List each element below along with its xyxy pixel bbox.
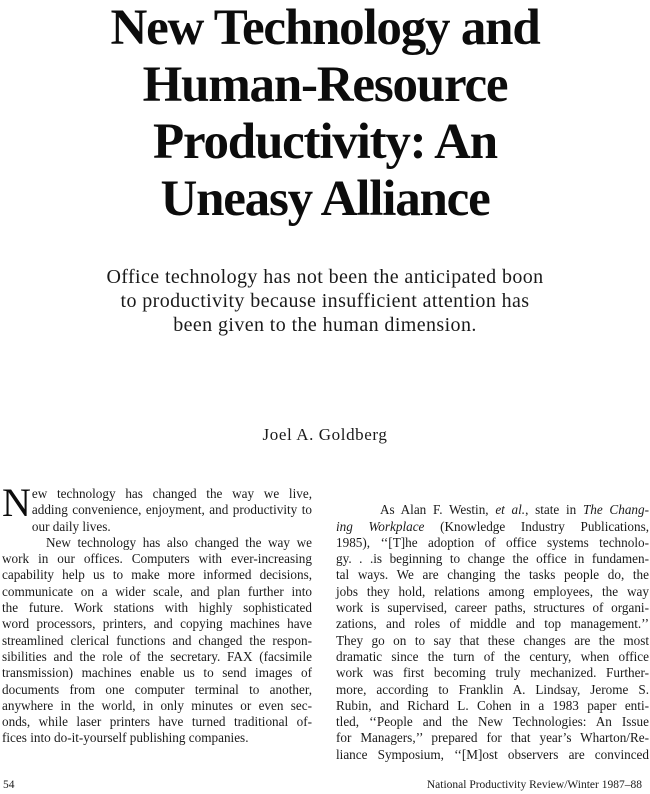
text-line: work in our offices. Computers with ever-increasing bbox=[2, 551, 312, 567]
text-line: fices into do-it-yourself publishing companies. bbox=[2, 730, 249, 746]
book-title-italic: The Chang- bbox=[582, 502, 649, 518]
title-line: New Technology and bbox=[110, 0, 540, 56]
text-line bbox=[336, 502, 649, 518]
article-deck bbox=[40, 265, 610, 337]
text-line: word processors, printers, and copying machines have bbox=[2, 616, 312, 632]
deck-line: to productivity because insufficient attention has bbox=[120, 290, 530, 312]
text-line: onds, while laser printers have turned traditional of- bbox=[2, 714, 312, 730]
article-title bbox=[30, 0, 620, 228]
page-number: 54 bbox=[3, 779, 15, 791]
text-line: capability help us to make more informed decisions, bbox=[2, 567, 312, 583]
text-line: adding convenience, enjoyment, and productivity to bbox=[31, 502, 312, 518]
text-line: work was first becoming truly mechanized. Further- bbox=[336, 665, 649, 681]
title-line: Uneasy Alliance bbox=[160, 171, 490, 227]
text-line: They go on to say that these changes are the most bbox=[336, 632, 649, 648]
text-line: streamlined clerical functions and changed the respon- bbox=[2, 632, 312, 648]
journal-running-foot: National Productivity Review/Winter 1987–88 bbox=[426, 779, 642, 791]
text-line: ew technology has changed the way we live, bbox=[31, 486, 312, 501]
text-line: liance Symposium, ‘‘[M]ost observers are convinced bbox=[336, 746, 649, 762]
author-byline: Joel A. Goldberg bbox=[262, 425, 388, 444]
text-run-italic: et al. bbox=[495, 502, 526, 518]
body-column-left bbox=[2, 480, 312, 747]
text-line: documents from one computer terminal to another, bbox=[2, 681, 312, 697]
body-column-right bbox=[336, 486, 649, 763]
deck-line: been given to the human dimension. bbox=[173, 314, 477, 336]
text-line bbox=[336, 519, 649, 535]
text-line: anywhere in the world, in only minutes or even sec- bbox=[2, 697, 312, 713]
text-line: 1985), ‘‘[T]he adoption of office systems technolo- bbox=[336, 534, 649, 550]
text-line bbox=[336, 486, 649, 502]
text-line: gy. . .is beginning to change the office in fundamen- bbox=[336, 551, 649, 567]
text-line: sibilities and the role of the secretary. FAX (facsimile bbox=[2, 648, 312, 664]
text-line: transmission) machines enable us to send images of bbox=[2, 665, 312, 681]
title-line: Human-Resource bbox=[142, 57, 508, 113]
text-line: the future. Work stations with highly sophisticated bbox=[2, 600, 312, 616]
text-line: for Managers,’’ prepared for that year’s Wharton/Re- bbox=[336, 730, 649, 746]
deck-line: Office technology has not been the anticipated boon bbox=[106, 266, 544, 288]
title-line: Productivity: An bbox=[153, 114, 497, 170]
text-run: As Alan F. Westin, bbox=[380, 502, 496, 518]
text-line: tal ways. We are changing the tasks people do, the bbox=[336, 567, 649, 583]
text-line: work is supervised, career paths, structures of organi- bbox=[336, 600, 649, 616]
text-run: , state in bbox=[525, 502, 583, 518]
text-line: communicate on a wider scale, and plan further into bbox=[2, 583, 312, 599]
text-line: our daily lives. bbox=[31, 518, 111, 534]
text-line: New technology has also changed the way we bbox=[46, 534, 312, 550]
text-line: dramatic since the turn of the century, when office bbox=[336, 648, 649, 664]
text-run: (Knowledge Industry Publications, bbox=[424, 518, 650, 534]
book-title-italic: ing Workplace bbox=[336, 518, 425, 534]
text-line: Rubin, and Richard L. Cohen in a 1983 paper enti- bbox=[336, 697, 649, 713]
text-line: tled, ‘‘People and the New Technologies: An Issue bbox=[336, 714, 649, 730]
text-line: zations, and roles of middle and top management.’’ bbox=[336, 616, 649, 632]
text-line: jobs they hold, relations among employees, the way bbox=[336, 583, 649, 599]
text-line: more, according to Franklin A. Lindsay, Jerome S. bbox=[336, 681, 649, 697]
drop-cap: N bbox=[2, 480, 31, 525]
